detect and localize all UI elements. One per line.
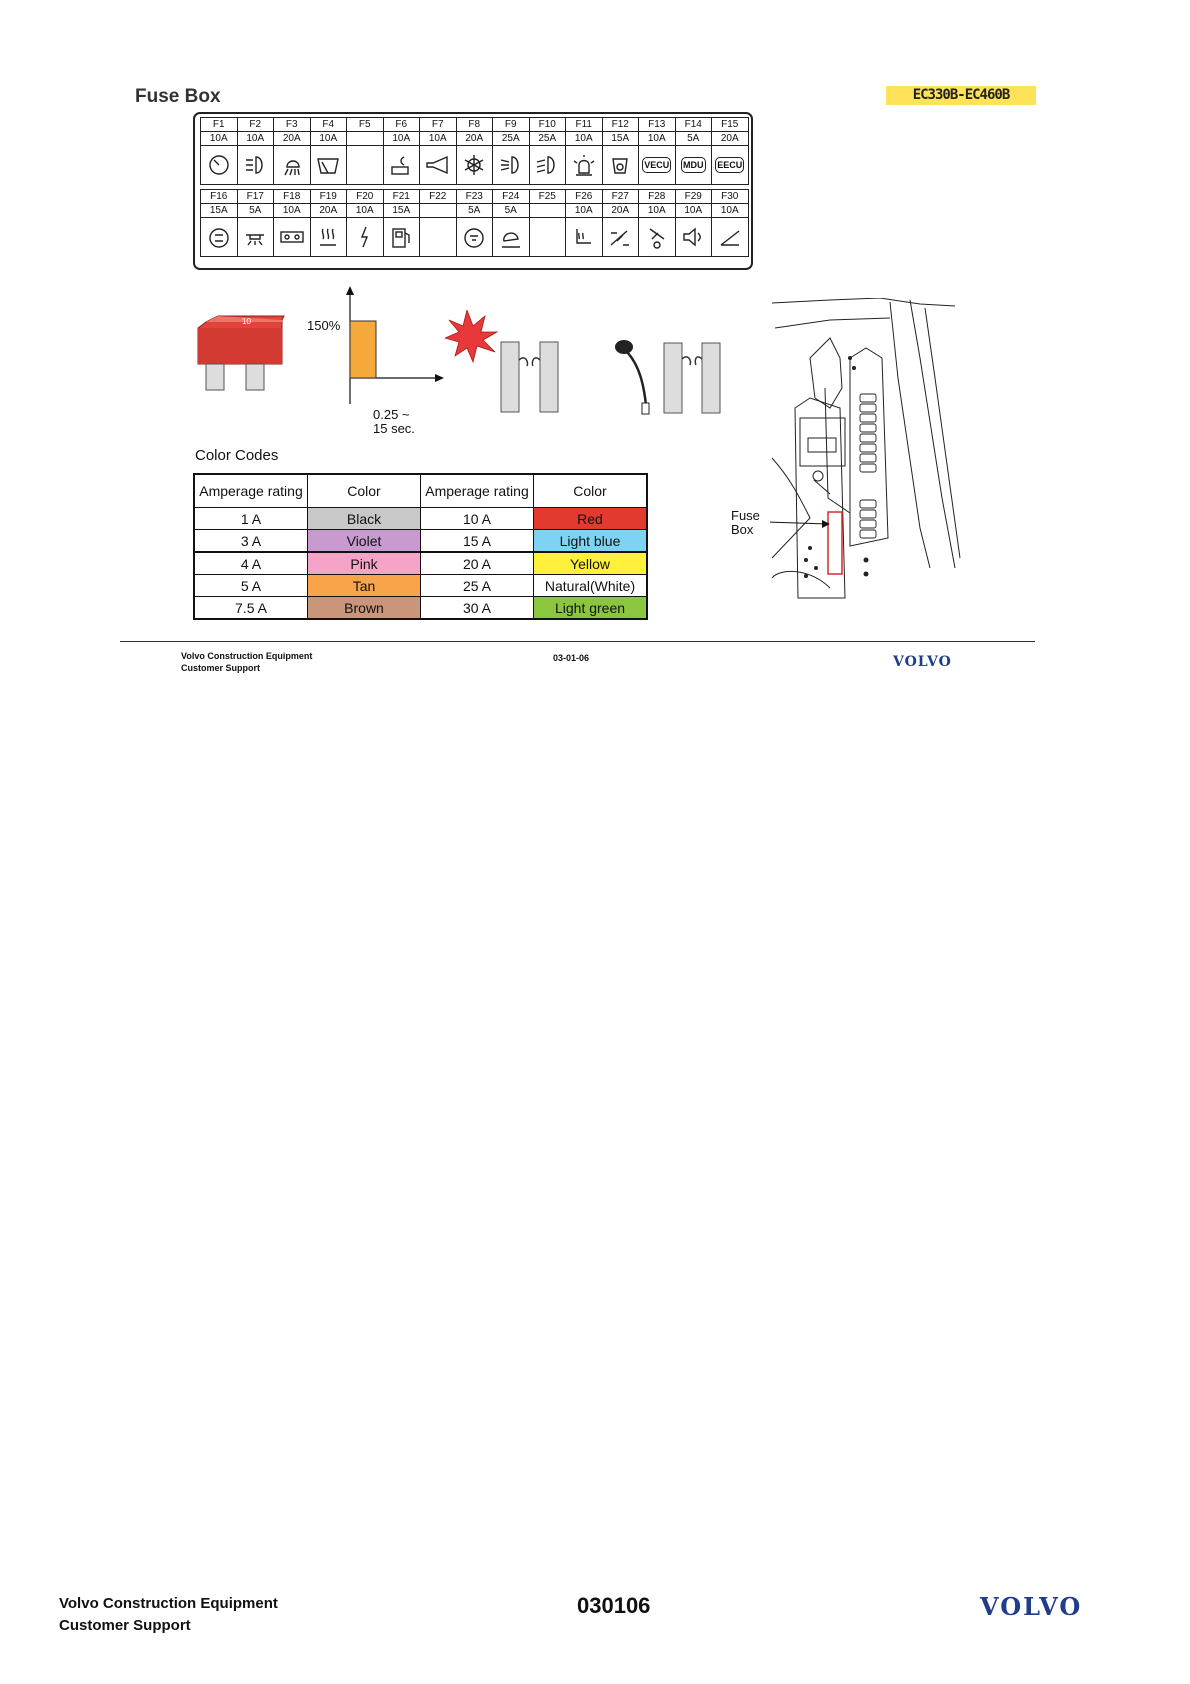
seat-heater-icon [571,225,597,249]
fuse-icon-cell [456,218,493,257]
fuse-icon-cell [712,218,749,257]
color-cell: Pink [308,552,421,575]
fuse-amperage: 10A [420,132,457,146]
small-volvo-logo: VOLVO [893,654,952,670]
beacon-icon [571,153,597,177]
vecu-icon: VECU [642,157,671,173]
fuse-id: F8 [456,118,493,132]
fuse-icon-cell [347,146,384,185]
fuse-amperage: 25A [529,132,566,146]
fuse-id: F30 [712,190,749,204]
work-light-icon [279,153,305,177]
fuse-id: F1 [201,118,238,132]
fuse-id: F26 [566,190,603,204]
fuse-id: F14 [675,118,712,132]
gauge-icon [206,153,232,177]
footer-divider [120,641,1035,642]
fuse-box-highlight [828,512,842,574]
fuse-icon-cell [347,218,384,257]
lever-icon [498,225,524,249]
speed-icon [461,225,487,249]
fuse-icon-cell [602,218,639,257]
fuse-grid-bottom [200,189,749,257]
fuse-id: F6 [383,118,420,132]
fuse-icon-cell [201,218,238,257]
fuse-icon-cell [675,146,712,185]
low-beam-icon [534,153,560,177]
small-footer-code: 03-01-06 [553,653,590,663]
fuse-amperage: 10A [383,132,420,146]
fuse-id: F27 [602,190,639,204]
color-cell: Light blue [534,530,648,553]
fuse-id: F10 [529,118,566,132]
fuse-amperage: 20A [456,132,493,146]
fuse-amperage: 10A [712,204,749,218]
fuse-amperage: 20A [712,132,749,146]
fuse-amperage: 10A [566,132,603,146]
test-probe-illustration [612,335,732,417]
fuse-id: F23 [456,190,493,204]
fuse-id: F17 [237,190,274,204]
fuse-id: F21 [383,190,420,204]
fuse-amperage: 20A [310,204,347,218]
fuse-id: F9 [493,118,530,132]
speaker-icon [680,225,706,249]
fuse-amperage: 5A [675,132,712,146]
fuse-amperage: 10A [675,204,712,218]
fuse-amperage: 5A [493,204,530,218]
fuse-icon-cell [602,146,639,185]
fuse-amperage [529,204,566,218]
amperage-cell: 5 A [194,575,308,597]
fuse-icon-cell [712,146,749,185]
eecu-icon: EECU [715,157,744,173]
radio-icon [279,225,305,249]
fuse-icon-cell [529,146,566,185]
color-codes-table [193,473,648,620]
high-beam-icon [498,153,524,177]
fuse-box-callout-line2: Box [731,522,754,537]
fuse-amperage: 5A [237,204,274,218]
fuse-icon-cell [675,218,712,257]
fuse-icon-cell [566,218,603,257]
fuse-id: F13 [639,118,676,132]
fuse-icon-cell [201,146,238,185]
blow-time-line1: 0.25 ~ [373,407,410,422]
fuse-amperage: 15A [602,132,639,146]
footer-org [59,1593,278,1637]
fuse-icon-cell [493,146,530,185]
fuse-id: F5 [347,118,384,132]
fuse-amperage: 5A [456,204,493,218]
fuse-amperage: 10A [639,132,676,146]
fuse-id: F15 [712,118,749,132]
fuse-amperage: 20A [602,204,639,218]
heater-icon [315,225,341,249]
engine-icon [206,225,232,249]
color-table-row [194,552,647,575]
fuse-id: F16 [201,190,238,204]
color-table-row [194,530,647,553]
color-table-row [194,508,647,530]
amperage-cell: 10 A [421,508,534,530]
fuse-id: F2 [237,118,274,132]
amperage-cell: 25 A [421,575,534,597]
amperage-cell: 1 A [194,508,308,530]
fuse-amperage: 10A [274,204,311,218]
wiper-icon [315,153,341,177]
fuse-amperage: 20A [274,132,311,146]
fuse-icon-cell [237,218,274,257]
color-cell: Tan [308,575,421,597]
washer-icon [644,225,670,249]
fuse-amperage: 10A [201,132,238,146]
small-footer-org-line2: Customer Support [181,663,261,673]
fuse-amperage: 10A [347,204,384,218]
color-table-row [194,597,647,620]
fuse-icon-cell [383,146,420,185]
footer-code: 030106 [577,1593,651,1618]
fuse-id: F22 [420,190,457,204]
headlight-icon [242,153,268,177]
fuse-amperage: 10A [566,204,603,218]
small-footer-org-line1: Volvo Construction Equipment [181,651,313,661]
fuse-amperage: 15A [383,204,420,218]
color-codes-heading: Color Codes [195,447,279,464]
fuse-id: F11 [566,118,603,132]
fuse-amperage: 10A [310,132,347,146]
blown-fuse-illustration [445,310,565,415]
fuse-icon-cell [274,218,311,257]
fuse-id: F7 [420,118,457,132]
footer-org-line2: Customer Support [59,1617,191,1634]
color-cell: Yellow [534,552,648,575]
amperage-cell: 4 A [194,552,308,575]
horn-icon [425,153,451,177]
col-header-color: Color [308,474,421,508]
wedge-icon [717,225,743,249]
amperage-cell: 20 A [421,552,534,575]
fuse-icon-cell [529,218,566,257]
fuse-icon-cell [456,146,493,185]
overload-percent-label: 150% [307,318,341,333]
col-header-amperage: Amperage rating [194,474,308,508]
amperage-cell: 30 A [421,597,534,620]
overload-graph [340,286,450,406]
blow-time-label [373,408,415,436]
fuse-id: F18 [274,190,311,204]
fuse-box-callout [731,509,760,537]
interior-light-icon [242,225,268,249]
amperage-cell: 3 A [194,530,308,553]
model-badge: EC330B-EC460B [886,86,1036,105]
blade-fuse-illustration [190,312,290,412]
fuse-amp-row [201,132,749,146]
fuse-amperage: 25A [493,132,530,146]
amperage-cell: 7.5 A [194,597,308,620]
page-title: Fuse Box [135,86,221,107]
fuse-icon-cell [639,146,676,185]
color-cell: Black [308,508,421,530]
fuse-icon-cell [493,218,530,257]
cab-location-drawing [770,298,970,600]
fuse-id: F3 [274,118,311,132]
fuse-amperage: 10A [237,132,274,146]
power-icon [352,225,378,249]
fuse-amperage: 15A [201,204,238,218]
fuel-pump-icon [388,225,414,249]
fuse-id-row [201,190,749,204]
mdu-icon: MDU [681,157,706,173]
volvo-logo: VOLVO [980,1592,1083,1621]
color-cell: Natural(White) [534,575,648,597]
fuse-amperage: 10A [639,204,676,218]
col-header-color: Color [534,474,648,508]
color-table-header-row [194,474,647,508]
fuse-id: F20 [347,190,384,204]
fuse-id: F29 [675,190,712,204]
color-cell: Red [534,508,648,530]
fuse-icon-cell [566,146,603,185]
fuse-rating-label: 10 [242,317,251,326]
footer-org-line1: Volvo Construction Equipment [59,1595,278,1612]
fuse-icon-cell [420,218,457,257]
fuse-icon-row [201,146,749,185]
amperage-cell: 15 A [421,530,534,553]
fuse-id: F19 [310,190,347,204]
color-cell: Violet [308,530,421,553]
fuse-id: F4 [310,118,347,132]
color-table-row [194,575,647,597]
fuse-icon-cell [310,146,347,185]
small-footer-org [181,650,312,674]
fuse-id: F25 [529,190,566,204]
fuse-amperage [347,132,384,146]
fuse-icon-cell [310,218,347,257]
fuse-box-callout-line1: Fuse [731,508,760,523]
air-conditioner-icon [461,153,487,177]
fuse-icon-cell [383,218,420,257]
fuse-id: F12 [602,118,639,132]
fuse-id-row [201,118,749,132]
fuse-amperage [420,204,457,218]
color-cell: Brown [308,597,421,620]
fuse-grid-top [200,117,749,185]
fuse-icon-cell [274,146,311,185]
cigar-lighter-icon [388,153,414,177]
fuse-icon-row [201,218,749,257]
controller-icon [607,153,633,177]
color-cell: Light green [534,597,648,620]
fuse-amp-row [201,204,749,218]
fuse-id: F24 [493,190,530,204]
fuse-id: F28 [639,190,676,204]
fuse-icon-cell [420,146,457,185]
blow-time-line2: 15 sec. [373,421,415,436]
solenoid-icon [607,225,633,249]
fuse-icon-cell [639,218,676,257]
col-header-amperage: Amperage rating [421,474,534,508]
fuse-icon-cell [237,146,274,185]
